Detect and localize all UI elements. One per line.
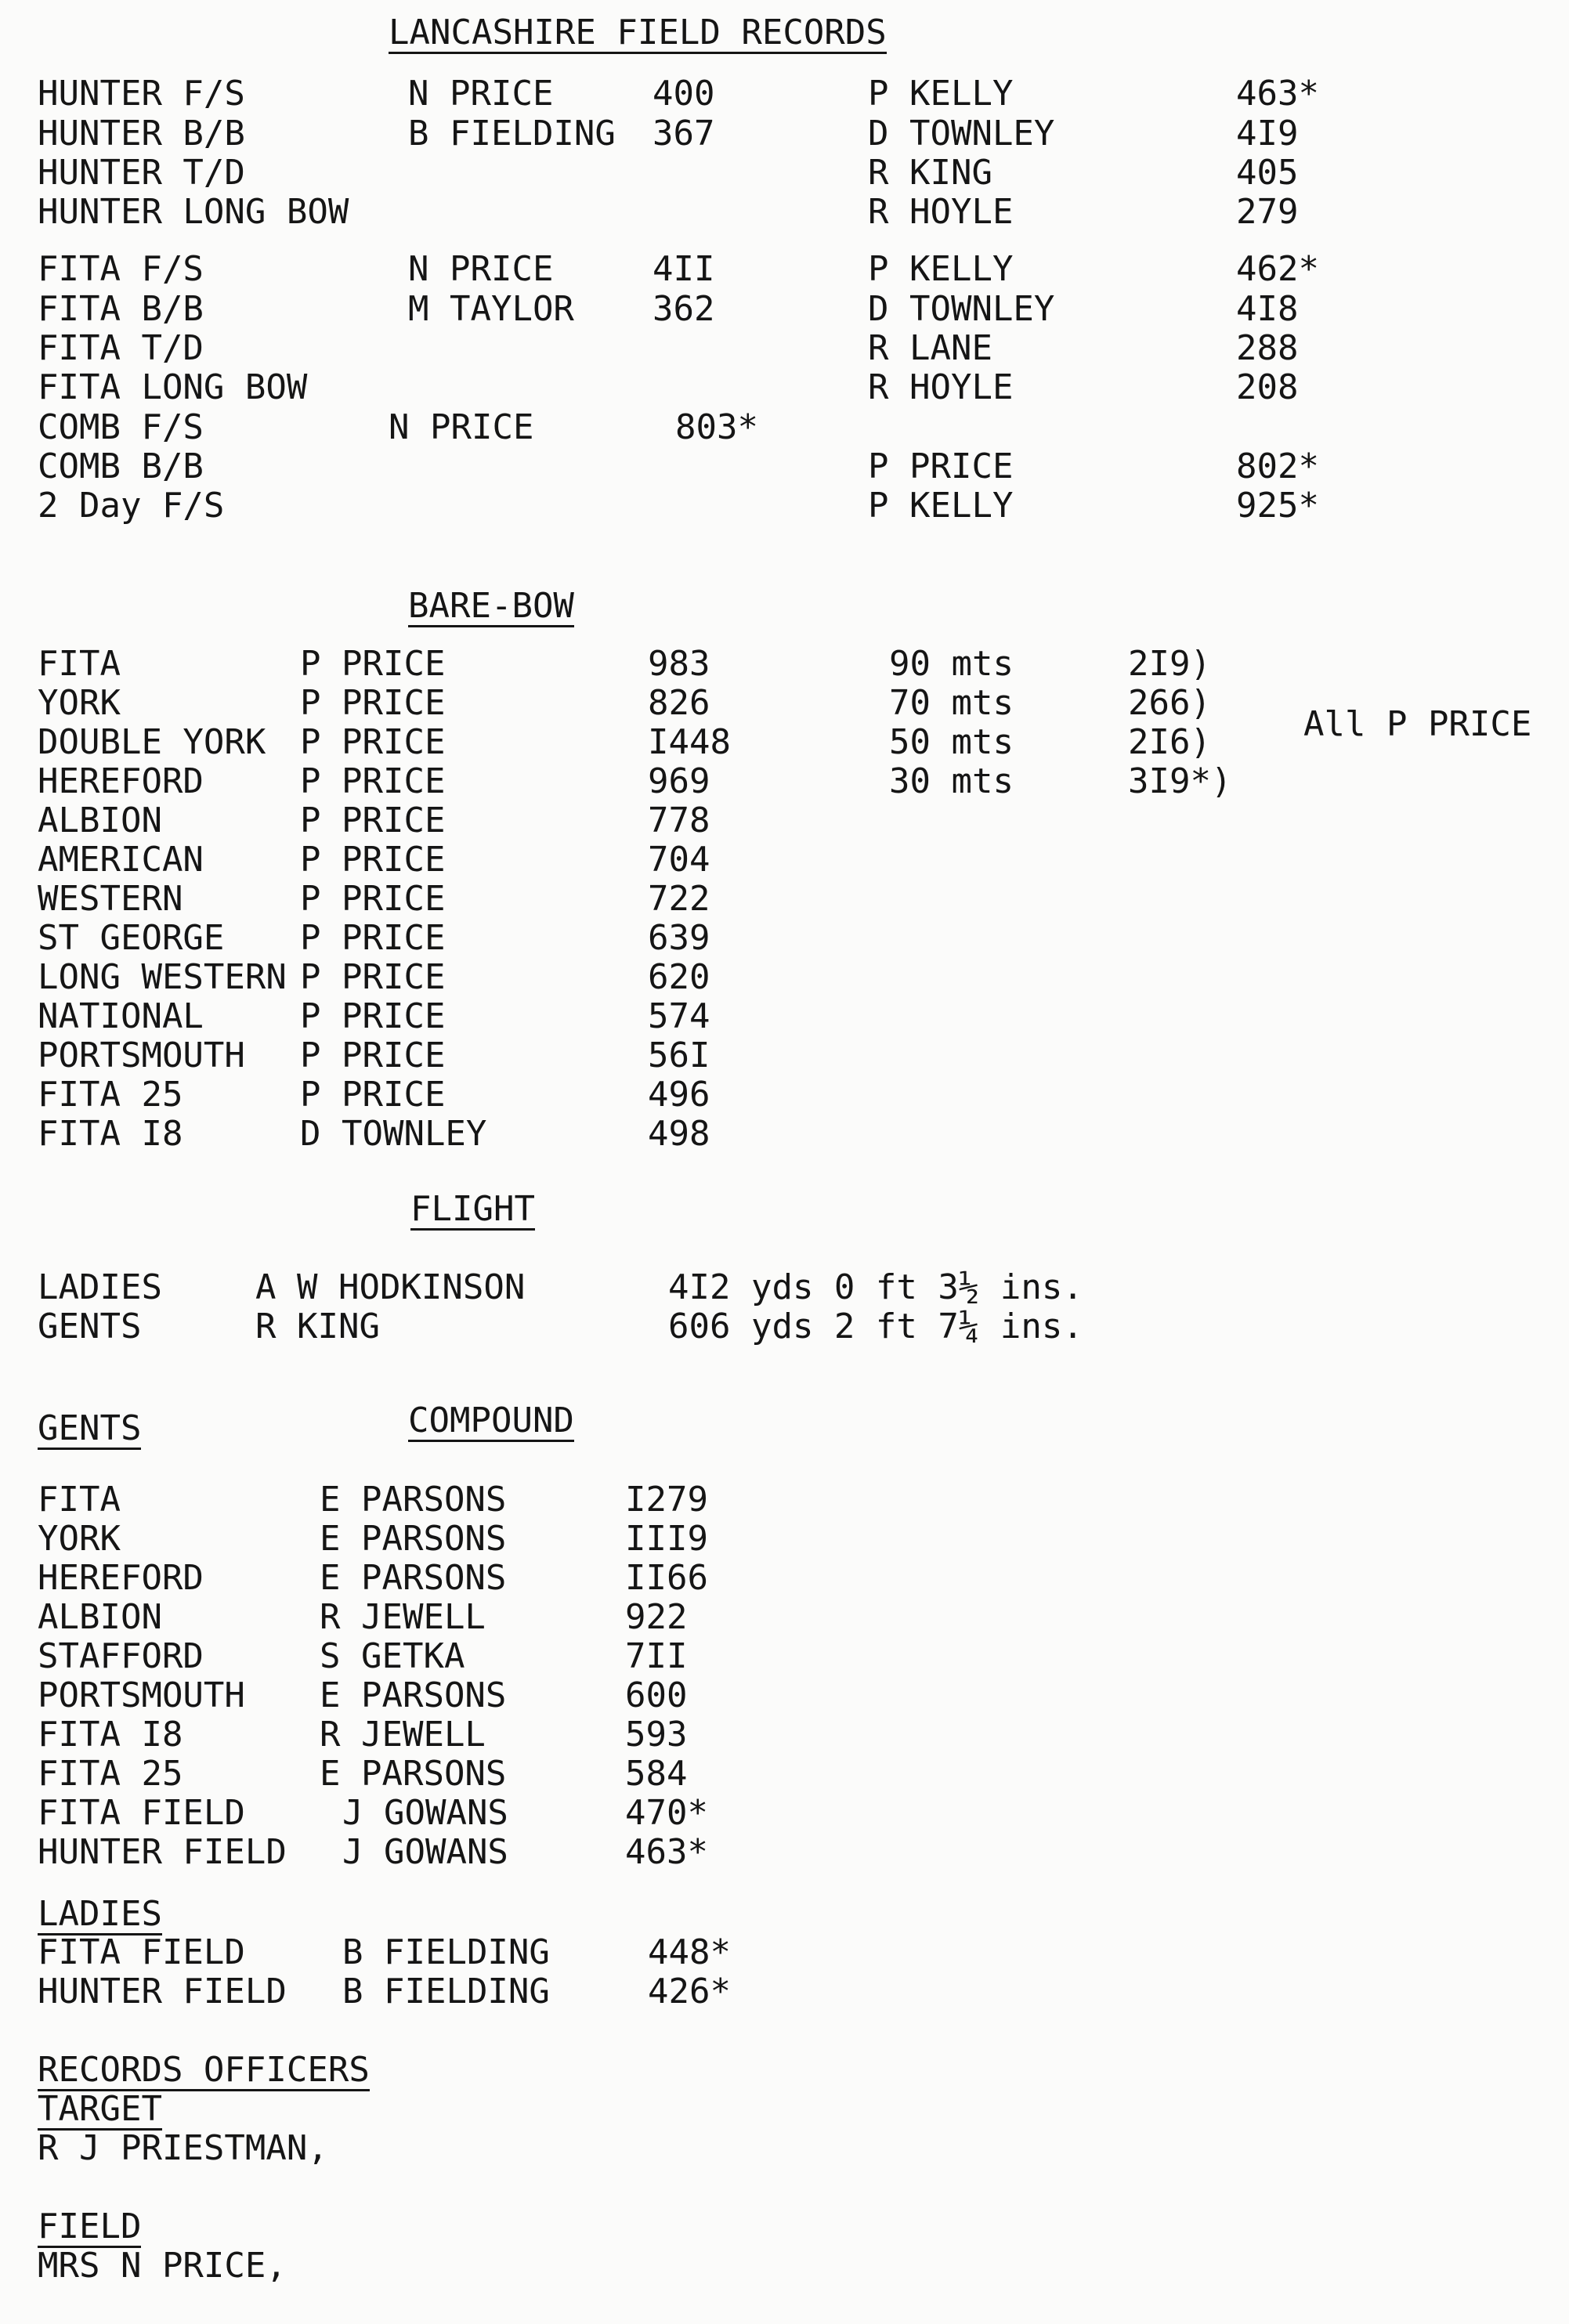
record-round: HUNTER LONG BOW: [38, 192, 349, 232]
bare-bow-heading: BARE-BOW: [408, 586, 574, 626]
distance-score: 266): [1128, 683, 1211, 723]
record-lady-score: 4I9: [1236, 114, 1299, 154]
record-lady-name: P KELLY: [868, 486, 1014, 526]
flight-category: GENTS: [38, 1307, 142, 1346]
compound-score: III9: [625, 1519, 708, 1559]
compound-heading: COMPOUND: [408, 1401, 574, 1440]
distance-score: 2I9): [1128, 644, 1211, 684]
compound-name: E PARSONS: [320, 1519, 507, 1559]
compound-round: FITA I8: [38, 1715, 183, 1755]
record-lady-score: 802*: [1236, 446, 1319, 486]
record-round: FITA F/S: [38, 249, 204, 289]
compound-round: FITA: [38, 1480, 121, 1520]
record-round: FITA LONG BOW: [38, 367, 308, 407]
ladies-name: B FIELDING: [342, 1932, 550, 1972]
compound-score: 470*: [625, 1793, 708, 1833]
record-lady-name: P KELLY: [868, 249, 1014, 289]
compound-name: E PARSONS: [320, 1675, 507, 1715]
bare-bow-round: FITA I8: [38, 1114, 183, 1154]
record-lady-name: D TOWNLEY: [868, 114, 1055, 154]
bare-bow-name: P PRICE: [300, 879, 446, 919]
bare-bow-score: I448: [648, 722, 731, 762]
record-round: COMB B/B: [38, 446, 204, 486]
compound-name: E PARSONS: [320, 1558, 507, 1598]
bare-bow-name: P PRICE: [300, 918, 446, 958]
record-round: 2 Day F/S: [38, 486, 225, 526]
records-officers-heading: RECORDS OFFICERS: [38, 2050, 370, 2090]
bare-bow-score: 498: [648, 1114, 710, 1154]
compound-name: E PARSONS: [320, 1754, 507, 1794]
compound-score: II66: [625, 1558, 708, 1598]
record-gent-score: 400: [653, 74, 715, 114]
bare-bow-score: 620: [648, 957, 710, 997]
bare-bow-round: ST GEORGE: [38, 918, 225, 958]
record-lady-score: 208: [1236, 367, 1299, 407]
gents-heading: GENTS: [38, 1408, 142, 1448]
distance-score: 2I6): [1128, 722, 1211, 762]
bare-bow-score: 722: [648, 879, 710, 919]
bare-bow-round: HEREFORD: [38, 761, 204, 801]
record-lady-name: R HOYLE: [868, 367, 1014, 407]
record-lady-name: P PRICE: [868, 446, 1014, 486]
record-lady-score: 279: [1236, 192, 1299, 232]
compound-round: HEREFORD: [38, 1558, 204, 1598]
bare-bow-round: YORK: [38, 683, 121, 723]
field-officer: MRS N PRICE,: [38, 2246, 287, 2286]
flight-name: R KING: [255, 1307, 380, 1346]
bare-bow-name: P PRICE: [300, 761, 446, 801]
bare-bow-name: P PRICE: [300, 644, 446, 684]
flight-heading: FLIGHT: [410, 1189, 535, 1229]
compound-round: HUNTER FIELD: [38, 1832, 287, 1872]
record-gent-score: 367: [653, 114, 715, 154]
record-lady-name: R KING: [868, 153, 992, 193]
record-round: HUNTER F/S: [38, 74, 245, 114]
record-lady-name: D TOWNLEY: [868, 289, 1055, 329]
bare-bow-round: WESTERN: [38, 879, 183, 919]
bare-bow-score: 778: [648, 801, 710, 840]
ladies-score: 448*: [648, 1932, 731, 1972]
bare-bow-score: 496: [648, 1075, 710, 1115]
compound-score: 593: [625, 1715, 688, 1755]
record-lady-score: 463*: [1236, 74, 1319, 114]
record-gent-name: N PRICE: [408, 249, 554, 289]
ladies-name: B FIELDING: [342, 1972, 550, 2011]
bare-bow-round: FITA: [38, 644, 121, 684]
compound-score: 584: [625, 1754, 688, 1794]
target-heading: TARGET: [38, 2089, 162, 2129]
record-round: HUNTER B/B: [38, 114, 245, 154]
bare-bow-name: P PRICE: [300, 996, 446, 1036]
record-lady-score: 462*: [1236, 249, 1319, 289]
bare-bow-name: P PRICE: [300, 1075, 446, 1115]
record-lady-score: 4I8: [1236, 289, 1299, 329]
compound-round: PORTSMOUTH: [38, 1675, 245, 1715]
record-lady-score: 925*: [1236, 486, 1319, 526]
bare-bow-score: 704: [648, 840, 710, 880]
compound-score: 922: [625, 1597, 688, 1637]
bare-bow-round: NATIONAL: [38, 996, 204, 1036]
record-gent-name: M TAYLOR: [408, 289, 574, 329]
record-gent-score: 803*: [675, 407, 758, 447]
bare-bow-name: P PRICE: [300, 840, 446, 880]
record-gent-score: 4II: [653, 249, 715, 289]
bare-bow-round: DOUBLE YORK: [38, 722, 266, 762]
bare-bow-score: 826: [648, 683, 710, 723]
flight-name: A W HODKINSON: [255, 1267, 526, 1307]
bare-bow-round: AMERICAN: [38, 840, 204, 880]
bare-bow-name: P PRICE: [300, 683, 446, 723]
bare-bow-name: P PRICE: [300, 1035, 446, 1075]
compound-name: J GOWANS: [342, 1832, 508, 1872]
compound-round: FITA FIELD: [38, 1793, 245, 1833]
target-officer: R J PRIESTMAN,: [38, 2128, 328, 2168]
bare-bow-score: 574: [648, 996, 710, 1036]
bare-bow-score: 56I: [648, 1035, 710, 1075]
record-round: FITA B/B: [38, 289, 204, 329]
record-lady-name: R HOYLE: [868, 192, 1014, 232]
compound-name: R JEWELL: [320, 1597, 486, 1637]
ladies-heading: LADIES: [38, 1894, 162, 1934]
bare-bow-name: P PRICE: [300, 957, 446, 997]
field-heading: FIELD: [38, 2207, 142, 2246]
compound-score: 7II: [625, 1636, 688, 1676]
record-round: HUNTER T/D: [38, 153, 245, 193]
record-lady-name: R LANE: [868, 328, 992, 368]
page-title: LANCASHIRE FIELD RECORDS: [389, 13, 887, 52]
bare-bow-name: P PRICE: [300, 722, 446, 762]
distance-label: 50 mts: [889, 722, 1014, 762]
compound-name: S GETKA: [320, 1636, 465, 1676]
record-gent-name: N PRICE: [389, 407, 534, 447]
record-lady-score: 288: [1236, 328, 1299, 368]
bare-bow-name: P PRICE: [300, 801, 446, 840]
record-lady-score: 405: [1236, 153, 1299, 193]
ladies-round: HUNTER FIELD: [38, 1972, 287, 2011]
bare-bow-name: D TOWNLEY: [300, 1114, 487, 1154]
distance-label: 30 mts: [889, 761, 1014, 801]
flight-distance: 4I2 yds 0 ft 3½ ins.: [668, 1267, 1083, 1307]
record-round: FITA T/D: [38, 328, 204, 368]
compound-name: E PARSONS: [320, 1480, 507, 1520]
compound-round: YORK: [38, 1519, 121, 1559]
compound-score: 600: [625, 1675, 688, 1715]
flight-distance: 606 yds 2 ft 7¼ ins.: [668, 1307, 1083, 1346]
distance-score: 3I9*): [1128, 761, 1232, 801]
compound-round: ALBION: [38, 1597, 162, 1637]
bare-bow-round: ALBION: [38, 801, 162, 840]
flight-category: LADIES: [38, 1267, 162, 1307]
compound-round: FITA 25: [38, 1754, 183, 1794]
compound-name: R JEWELL: [320, 1715, 486, 1755]
bare-bow-round: LONG WESTERN: [38, 957, 287, 997]
bare-bow-score: 639: [648, 918, 710, 958]
bare-bow-score: 983: [648, 644, 710, 684]
record-gent-name: N PRICE: [408, 74, 554, 114]
record-lady-name: P KELLY: [868, 74, 1014, 114]
bare-bow-score: 969: [648, 761, 710, 801]
bare-bow-round: FITA 25: [38, 1075, 183, 1115]
ladies-round: FITA FIELD: [38, 1932, 245, 1972]
ladies-score: 426*: [648, 1972, 731, 2011]
compound-name: J GOWANS: [342, 1793, 508, 1833]
record-gent-score: 362: [653, 289, 715, 329]
distance-label: 70 mts: [889, 683, 1014, 723]
record-gent-name: B FIELDING: [408, 114, 616, 154]
compound-score: I279: [625, 1480, 708, 1520]
distances-note: All P PRICE: [1303, 704, 1532, 744]
bare-bow-round: PORTSMOUTH: [38, 1035, 245, 1075]
compound-round: STAFFORD: [38, 1636, 204, 1676]
distance-label: 90 mts: [889, 644, 1014, 684]
compound-score: 463*: [625, 1832, 708, 1872]
record-round: COMB F/S: [38, 407, 204, 447]
